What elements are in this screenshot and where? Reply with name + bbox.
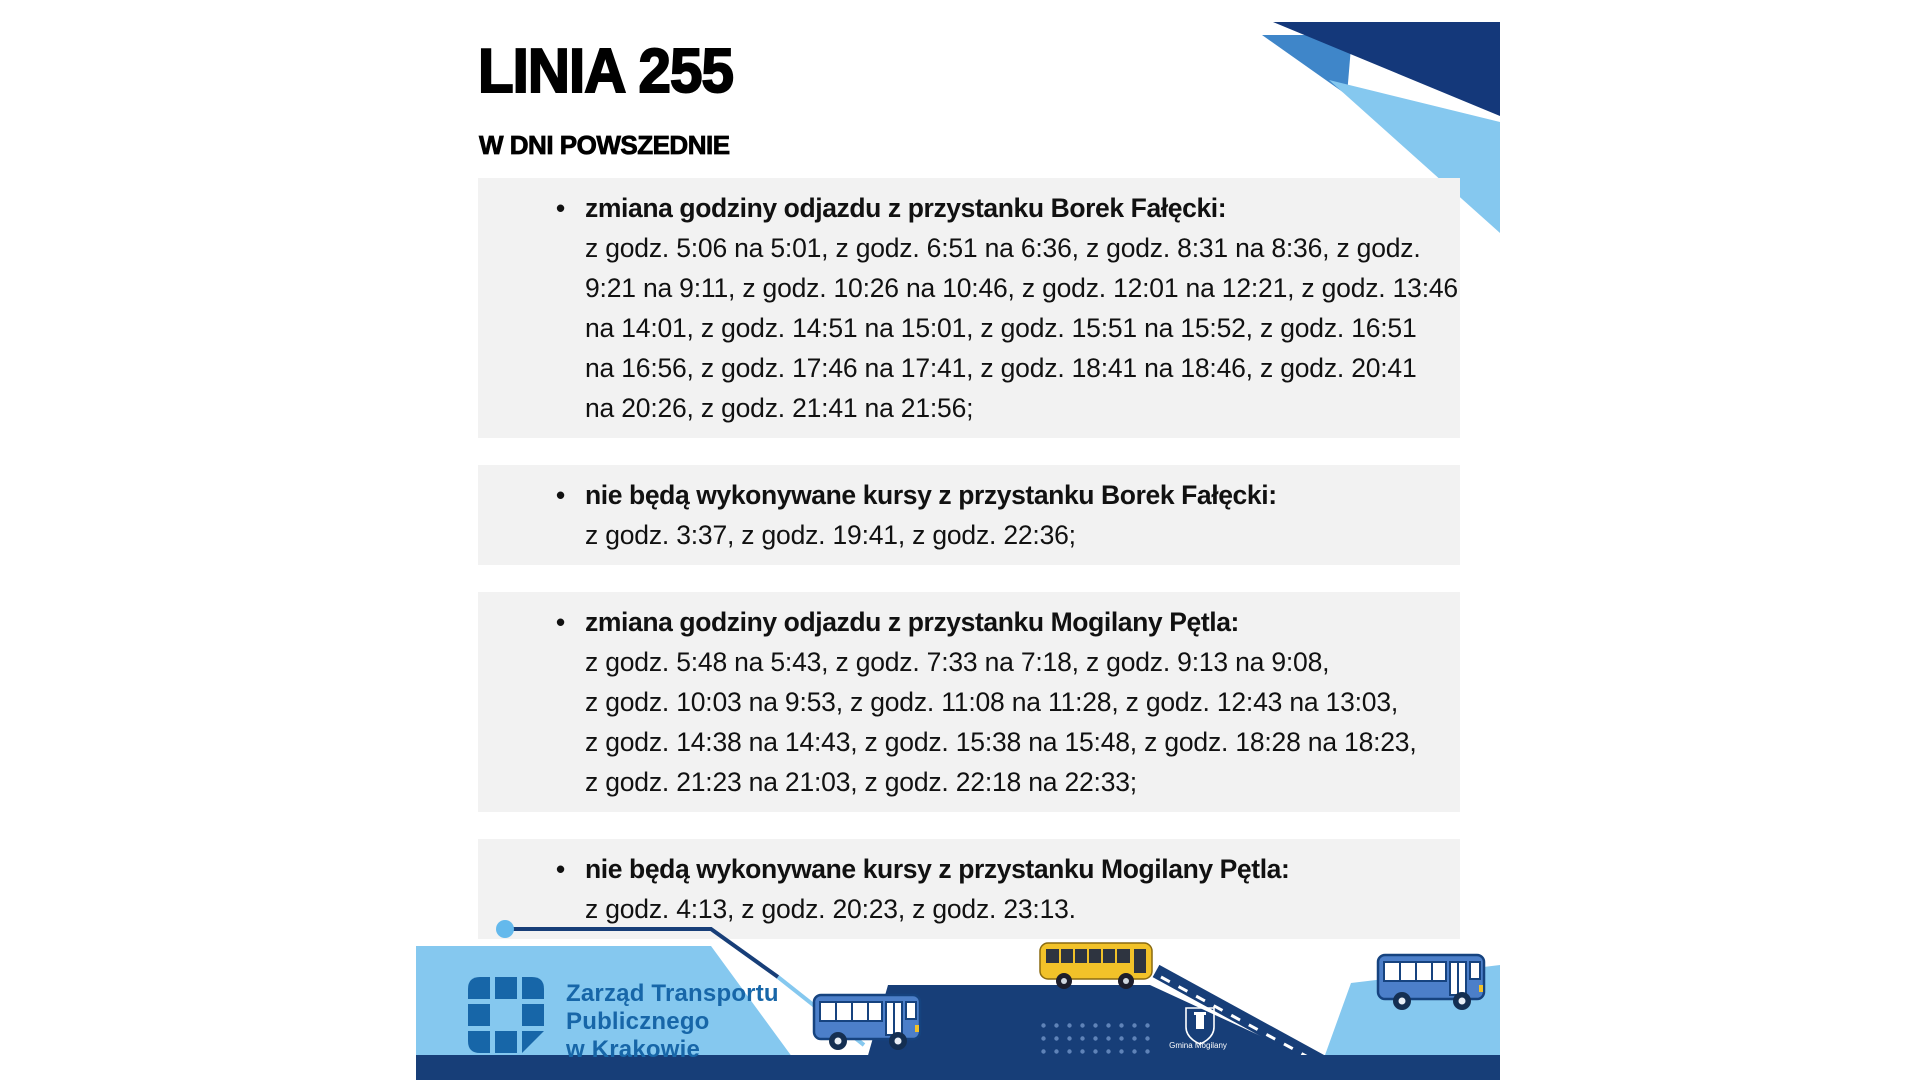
bus-yellow-icon <box>1040 943 1152 989</box>
notice-header-text: zmiana godziny odjazdu z przystanku Mogilany Pętla: <box>585 607 1239 637</box>
notice-text-line: z godz. 5:48 na 5:43, z godz. 7:33 na 7:18, z godz. 9:13 na 9:08, <box>585 647 1330 677</box>
notice-text-line: z godz. 10:03 na 9:53, z godz. 11:08 na 11:28, z godz. 12:43 na 13:03, <box>585 687 1399 717</box>
notice-block-mogilany-changes <box>478 592 1460 812</box>
notice-text-line: na 14:01, z godz. 14:51 na 15:01, z godz. 15:51 na 15:52, z godz. 16:51 <box>585 313 1417 343</box>
organization-name-line: Zarząd Transportu <box>566 980 779 1007</box>
notice-header-text: nie będą wykonywane kursy z przystanku Mogilany Pętla: <box>585 854 1290 884</box>
bullet-icon: • <box>556 607 565 637</box>
page-title: LINIA 255 <box>478 37 733 106</box>
notice-text-line: z godz. 4:13, z godz. 20:23, z godz. 23:13. <box>585 894 1076 924</box>
notice-text-line: z godz. 5:06 na 5:01, z godz. 6:51 na 6:36, z godz. 8:31 na 8:36, z godz. <box>585 233 1421 263</box>
organization-name-line: w Krakowie <box>566 1036 701 1063</box>
notice-header <box>478 849 1442 889</box>
page-subtitle: W DNI POWSZEDNIE <box>479 130 730 160</box>
notice-header-text: nie będą wykonywane kursy z przystanku Borek Fałęcki: <box>585 480 1277 510</box>
notice-text-line: na 16:56, z godz. 17:46 na 17:41, z godz. 18:41 na 18:46, z godz. 20:41 <box>585 353 1417 383</box>
notice-text-line: z godz. 21:23 na 21:03, z godz. 22:18 na 22:33; <box>585 767 1137 797</box>
notice-text-line: z godz. 3:37, z godz. 19:41, z godz. 22:36; <box>585 520 1076 550</box>
crest-caption: Gmina Mogilany <box>1169 1041 1227 1050</box>
bullet-icon: • <box>556 193 565 223</box>
dot-grid-icon <box>1034 1015 1150 1055</box>
bullet-icon: • <box>556 854 565 884</box>
notice-header-text: zmiana godziny odjazdu z przystanku Borek Fałęcki: <box>585 193 1227 223</box>
notice-header <box>478 188 1442 228</box>
organization-name-line: Publicznego <box>566 1008 710 1035</box>
organization-name <box>566 980 779 1064</box>
bullet-icon: • <box>556 480 565 510</box>
notice-header <box>478 475 1442 515</box>
notice-block-borek-cancelled <box>478 465 1460 565</box>
circuit-node-icon <box>496 920 514 938</box>
notice-text-line: na 20:26, z godz. 21:41 na 21:56; <box>585 393 974 423</box>
footer-banner <box>416 905 1500 1080</box>
notice-text-line: z godz. 14:38 na 14:43, z godz. 15:38 na 15:48, z godz. 18:28 na 18:23, <box>585 727 1417 757</box>
bus-blue-left-icon <box>814 995 920 1050</box>
notice-header <box>478 602 1442 642</box>
notice-list <box>478 178 1460 966</box>
notice-block-borek-changes <box>478 178 1460 438</box>
notice-text-line: 9:21 na 9:11, z godz. 10:26 na 10:46, z godz. 12:01 na 12:21, z godz. 13:46 <box>585 273 1458 303</box>
